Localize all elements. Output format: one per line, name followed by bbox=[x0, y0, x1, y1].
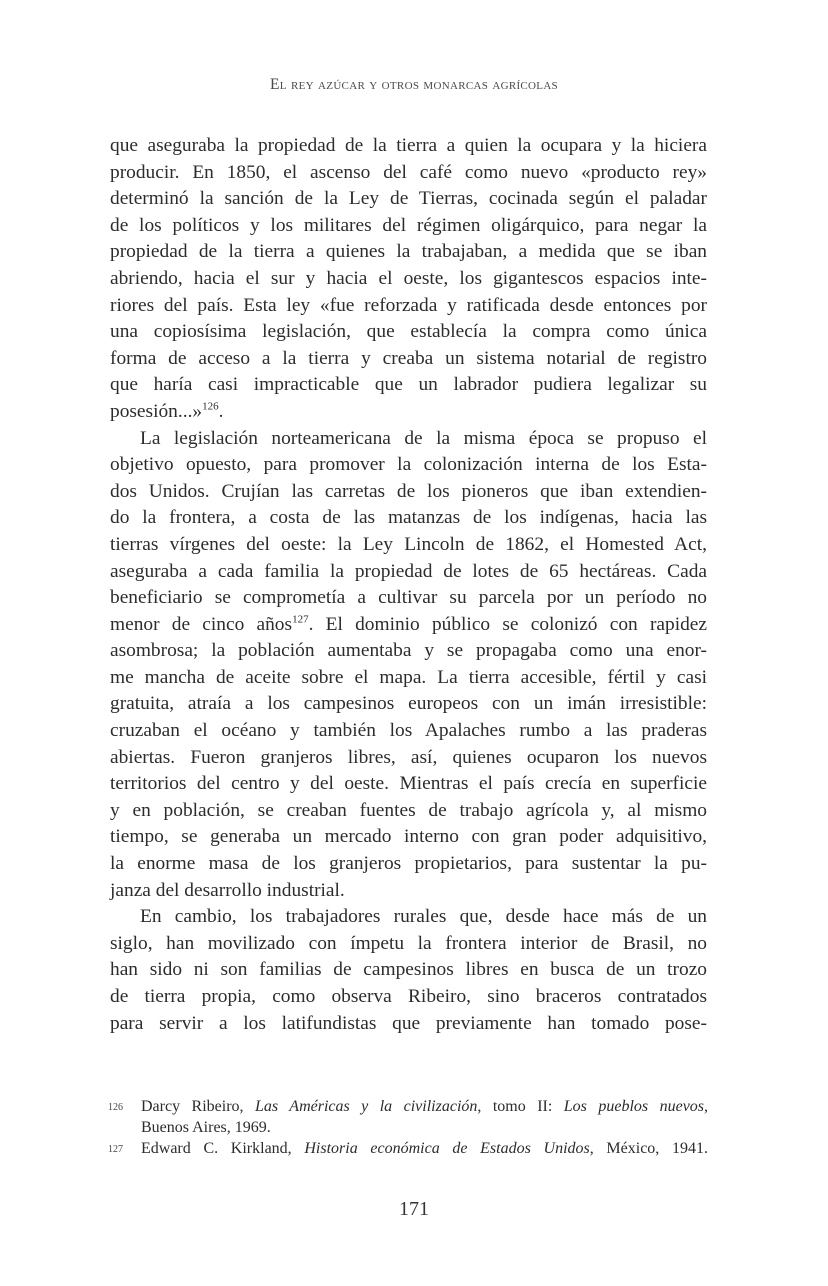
text-line: de tierra propia, como observa Ribeiro, sino braceros contratados bbox=[110, 986, 707, 1007]
line-text: . El dominio público se colonizó con rapidez bbox=[308, 613, 707, 635]
text-line: de los políticos y los militares del régimen oligárquico, para negar la bbox=[110, 214, 707, 236]
line-text: menor de cinco años bbox=[110, 613, 293, 635]
text-line: aseguraba a cada familia la propiedad de lotes de 65 hectáreas. Cada bbox=[110, 560, 707, 582]
footnote-author: Darcy Ribeiro, bbox=[141, 1098, 255, 1115]
text-line: para servir a los latifundistas que previamente han tomado pose- bbox=[110, 1012, 707, 1034]
text-line: riores del país. Esta ley «fue reforzada y ratificada desde entonces por bbox=[110, 294, 707, 316]
text-line: tiempo, se generaba un mercado interno con gran poder adquisitivo, bbox=[110, 826, 707, 848]
footnote-126 bbox=[108, 1096, 708, 1138]
footnote-number: 127 bbox=[108, 1144, 123, 1155]
text-line: gratuita, atraía a los campesinos europeos con un imán irresistible: bbox=[110, 693, 707, 715]
text-line: janza del desarrollo industrial. bbox=[110, 879, 345, 901]
text-line: La legislación norteamericana de la misma época se propuso el bbox=[140, 427, 707, 449]
footnote-line: Buenos Aires, 1969. bbox=[141, 1119, 271, 1136]
text-line: han sido ni son familias de campesinos libres en busca de un trozo bbox=[110, 959, 707, 981]
text-line: que aseguraba la propiedad de la tierra a quien la ocupara y la hiciera bbox=[110, 135, 707, 156]
footnote-ref-126[interactable]: 126 bbox=[202, 400, 219, 413]
line-text: . bbox=[218, 400, 224, 422]
text-line: En cambio, los trabajadores rurales que, desde hace más de un bbox=[140, 906, 707, 928]
text-line: dos Unidos. Crujían las carretas de los pioneros que iban extendien- bbox=[110, 480, 707, 502]
footnote-number: 126 bbox=[108, 1102, 123, 1113]
text-line: propiedad de la tierra a quienes la trabajaban, a medida que se iban bbox=[110, 241, 707, 263]
text-line: me mancha de aceite sobre el mapa. La tierra accesible, fértil y casi bbox=[110, 666, 707, 688]
text-line: forma de acceso a la tierra y creaba un sistema notarial de registro bbox=[110, 347, 707, 369]
text-line: do la frontera, a costa de las matanzas de los indígenas, hacia las bbox=[110, 507, 707, 529]
footnote-127 bbox=[108, 1138, 708, 1159]
text-line: producir. En 1850, el ascenso del café como nuevo «producto rey» bbox=[110, 161, 707, 183]
text-line: territorios del centro y del oeste. Mientras el país crecía en superficie bbox=[110, 773, 707, 795]
text-line: determinó la sanción de la Ley de Tierras, cocinada según el paladar bbox=[110, 188, 707, 210]
footnote-text: , México, 1941. bbox=[589, 1140, 708, 1157]
footnote-ref-127[interactable]: 127 bbox=[292, 613, 309, 626]
text-line: abriendo, hacia el sur y hacia el oeste, los gigantescos espacios inte- bbox=[110, 267, 707, 289]
footnote-title: Las Américas y la civilización bbox=[255, 1098, 478, 1115]
footnote-line bbox=[141, 1096, 708, 1117]
footnote-subtitle: Los pueblos nuevos bbox=[563, 1098, 705, 1115]
text-line: abiertas. Fueron granjeros libres, así, quienes ocuparon los nuevos bbox=[110, 746, 707, 768]
text-line bbox=[110, 612, 707, 639]
footnote-title: Historia económica de Estados Unidos bbox=[304, 1140, 590, 1157]
text-line: beneficiario se comprometía a cultivar su parcela por un período no bbox=[110, 587, 707, 609]
footnotes bbox=[108, 1096, 708, 1159]
line-text: posesión...» bbox=[110, 400, 203, 422]
text-line: objetivo opuesto, para promover la colonización interna de los Esta- bbox=[110, 454, 707, 476]
page-number: 171 bbox=[399, 1198, 429, 1220]
text-line: siglo, han movilizado con ímpetu la frontera interior de Brasil, no bbox=[110, 932, 707, 954]
text-line bbox=[110, 399, 707, 426]
footnote-line bbox=[141, 1138, 708, 1159]
text-line: asombrosa; la población aumentaba y se propagaba como una enor- bbox=[110, 640, 707, 662]
text-line: que haría casi impracticable que un labrador pudiera legalizar su bbox=[110, 374, 707, 396]
running-head: El rey azúcar y otros monarcas agrícolas bbox=[270, 76, 558, 93]
footnote-text: , tomo II: bbox=[477, 1098, 564, 1115]
text-line: y en población, se creaban fuentes de trabajo agrícola y, al mismo bbox=[110, 799, 707, 821]
text-line: cruzaban el océano y también los Apalaches rumbo a las praderas bbox=[110, 720, 707, 742]
footnote-author: Edward C. Kirkland, bbox=[141, 1140, 305, 1157]
text-line: una copiosísima legislación, que establecía la compra como única bbox=[110, 321, 707, 343]
footnote-text: , bbox=[704, 1098, 709, 1115]
body-text bbox=[110, 133, 707, 1037]
text-line: tierras vírgenes del oeste: la Ley Lincoln de 1862, el Homested Act, bbox=[110, 533, 707, 555]
text-line: la enorme masa de los granjeros propietarios, para sustentar la pu- bbox=[110, 853, 707, 875]
